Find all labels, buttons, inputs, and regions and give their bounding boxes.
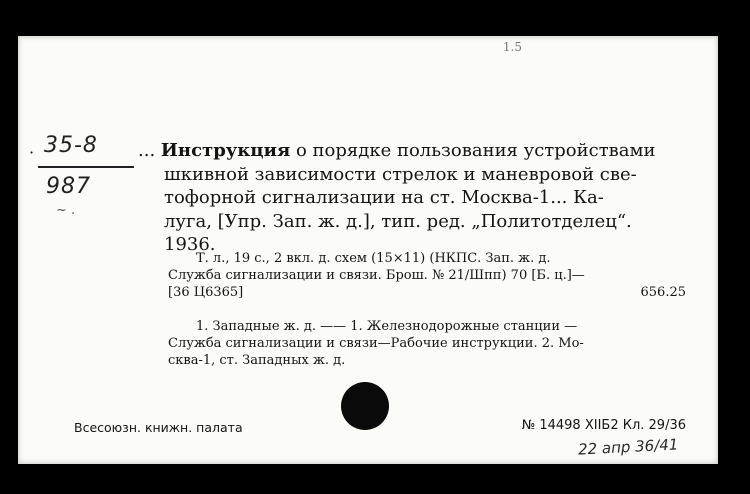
call-number-top: 35-8	[44, 133, 98, 158]
entry-title-block	[140, 139, 700, 257]
call-number	[24, 131, 134, 216]
entry-title-bold: Инструкция	[160, 140, 291, 161]
registration-number: № 14498 ХІІБ2 Кл. 29/36	[521, 418, 686, 433]
subjects-line2: Служба сигнализации и связи—Рабочие инструкции. 2. Мо-	[168, 336, 584, 351]
entry-title-line4: луга, [Упр. Зап. ж. д.], тип. ред. „Политотделец“.	[164, 210, 632, 232]
entry-details	[168, 250, 686, 301]
punch-hole	[341, 382, 389, 430]
entry-lead: ...	[138, 140, 156, 161]
details-line3	[168, 284, 686, 301]
subject-headings	[168, 318, 686, 369]
entry-title-line1-rest: о порядке пользования устройствами	[296, 140, 656, 161]
entry-title-line2: шкивной зависимости стрелок и маневровой све-	[164, 163, 637, 185]
details-line1: Т. л., 19 с., 2 вкл. д. схем (15×11) (НКПС. Зап. ж. д.	[196, 251, 551, 266]
details-line3-left: [36 Ц6365]	[168, 285, 244, 300]
entry-title-line5: 1936.	[164, 234, 216, 255]
dot-mark: ·	[29, 143, 35, 162]
call-number-bottom: 987	[46, 174, 91, 199]
catalog-card	[18, 36, 718, 464]
date-stamp: 22 апр 36/41	[577, 435, 679, 459]
publisher-label: Всесоюзн. книжн. палата	[74, 420, 243, 435]
entry-title-line3: тофорной сигнализации на ст. Москва-1... Ка-	[164, 187, 604, 208]
details-line3-right: 656.25	[640, 285, 686, 300]
corner-mark: 1.5	[502, 40, 522, 54]
call-number-note: ~ .	[56, 203, 76, 218]
subjects-line3: сква-1, ст. Западных ж. д.	[168, 353, 346, 368]
details-line2: Служба сигнализации и связи. Брош. № 21/Шпп) 70 [Б. ц.]—	[168, 268, 585, 283]
subjects-line1: 1. Западные ж. д. —— 1. Железнодорожные станции —	[196, 319, 578, 334]
call-number-divider	[38, 166, 134, 168]
